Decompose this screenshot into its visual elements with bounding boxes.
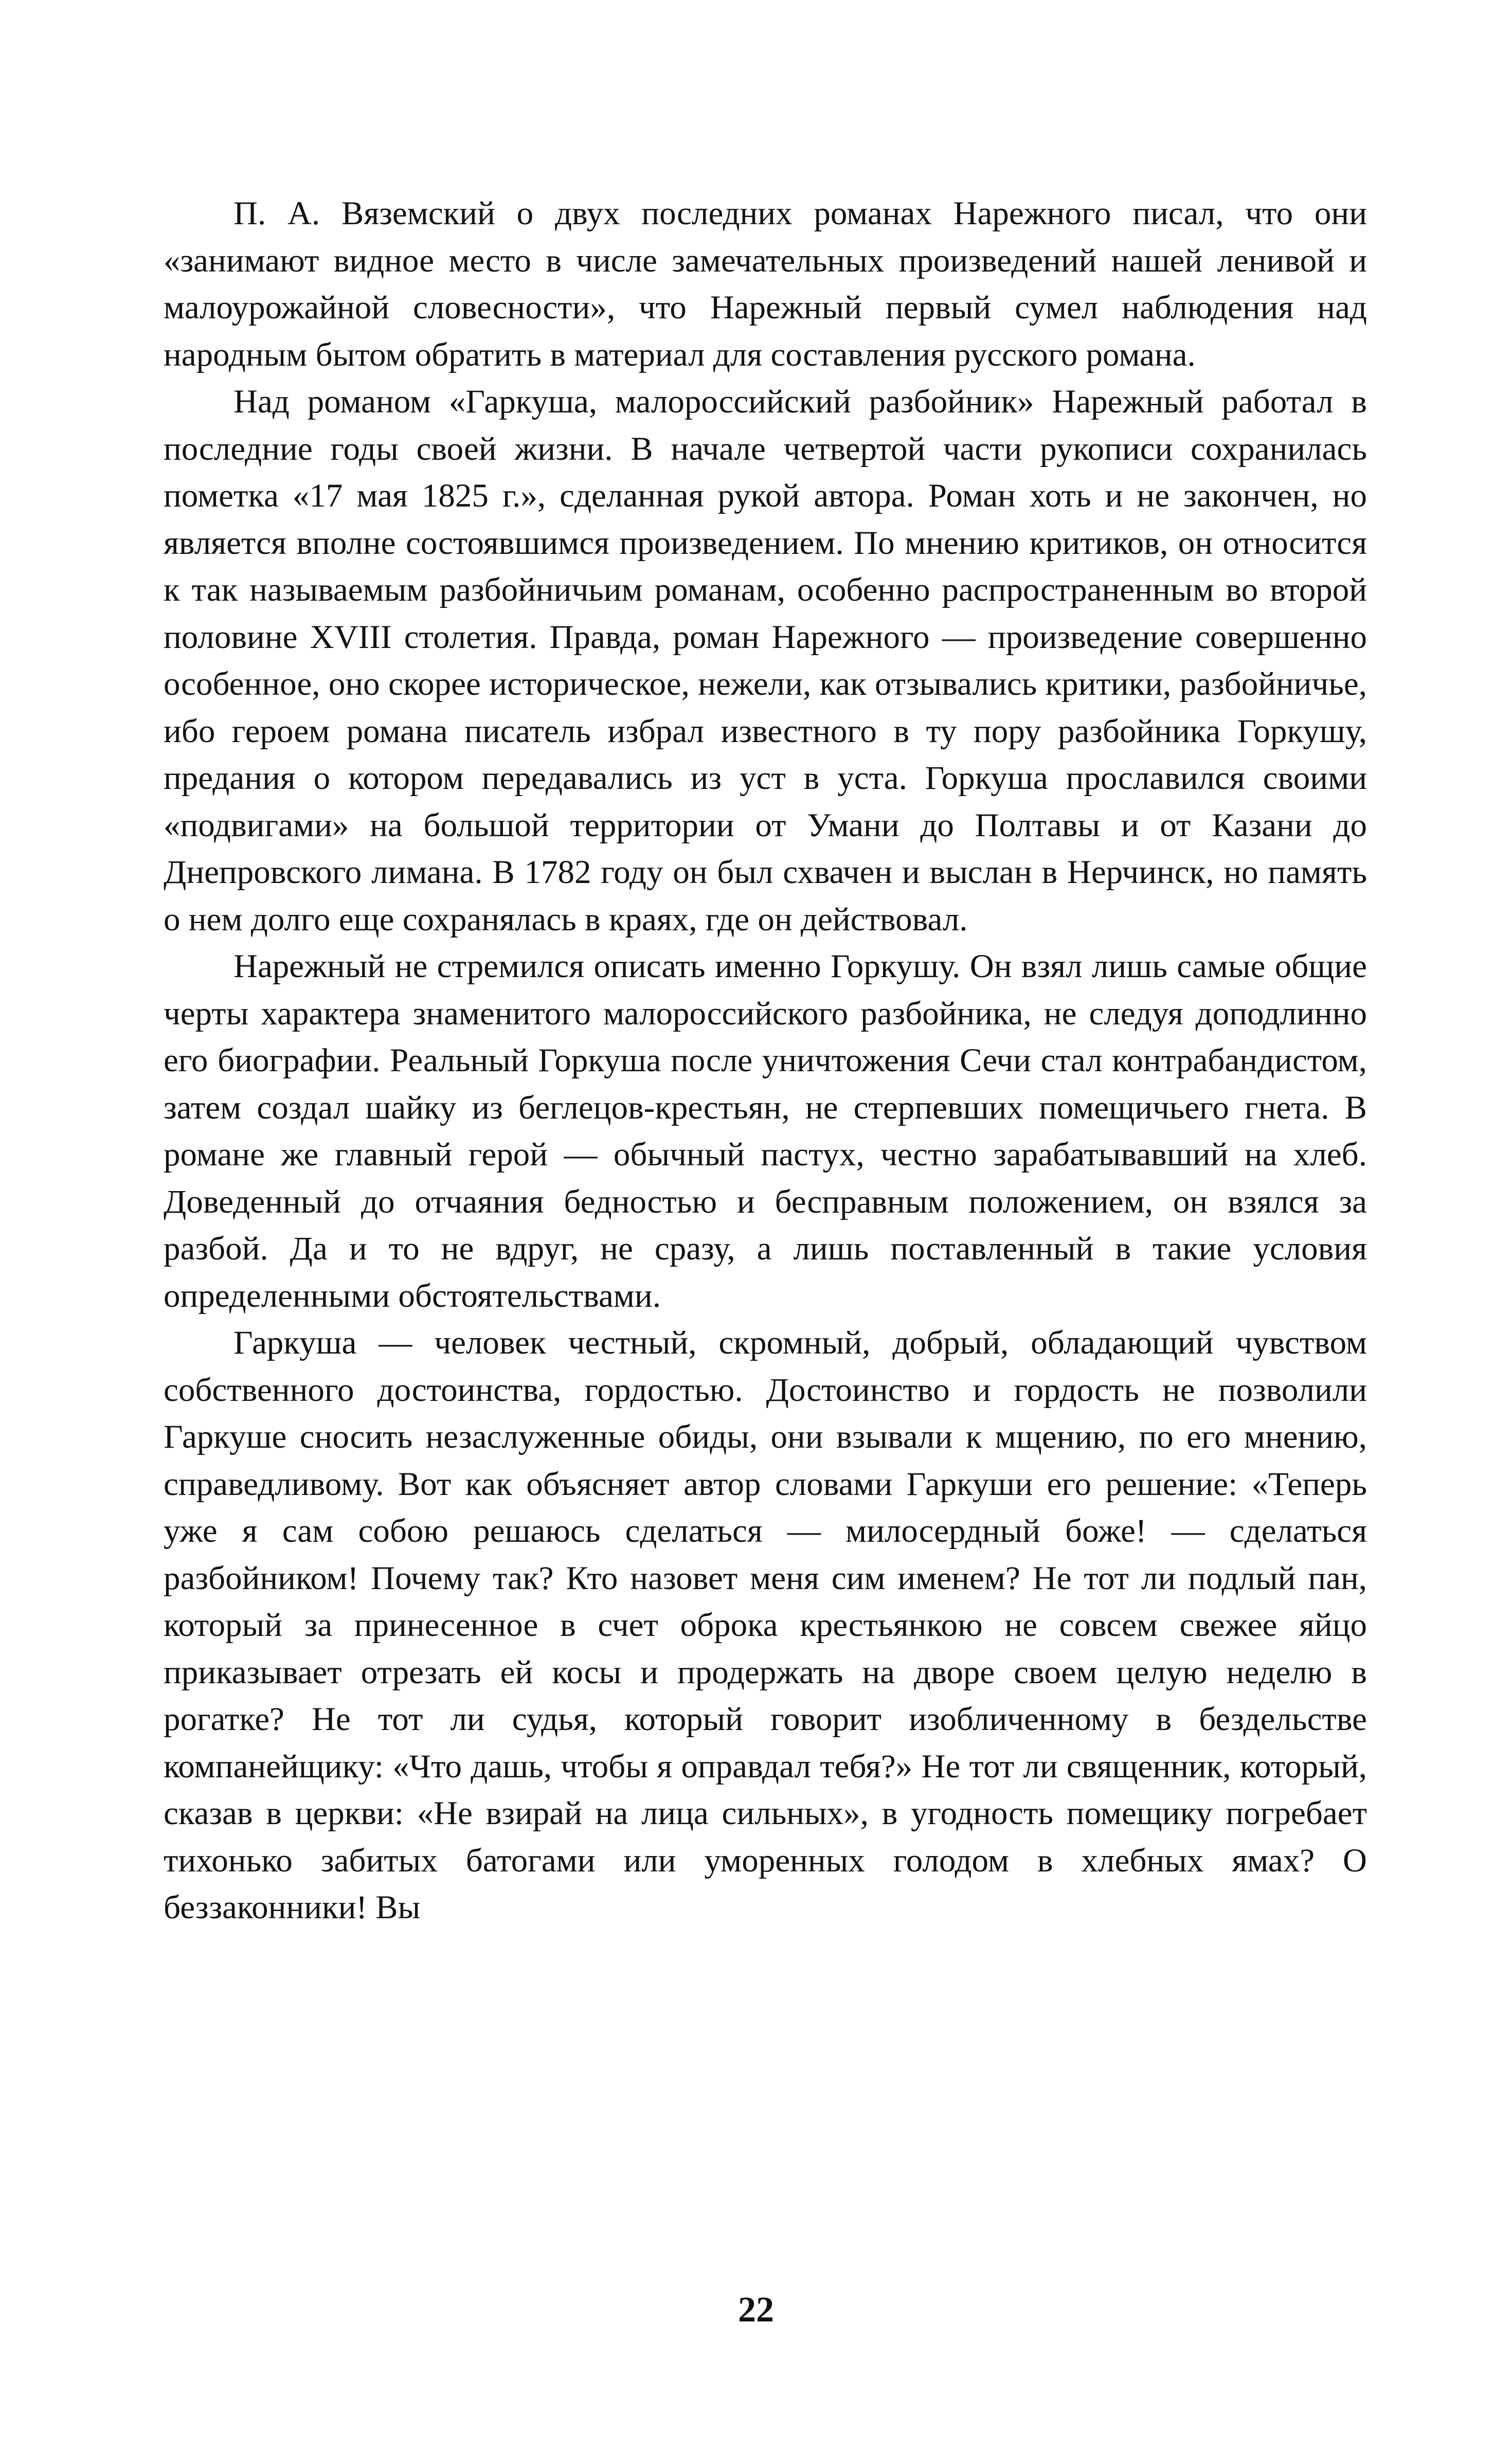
- body-text: [164, 190, 1367, 1932]
- page-number: 22: [738, 2290, 774, 2330]
- paragraph-1: П. А. Вяземский о двух последних романах Нарежного писал, что они «занимают видное место в числе замечательных произведений нашей ленивой и малоурожайной словесности», что Нарежный первый сумел наблюдения над народным бытом обратить в материал для составления русского романа.: [164, 195, 1367, 373]
- paragraph-3: Нарежный не стремился описать именно Горкушу. Он взял лишь самые общие черты характера знаменитого малороссийского разбойника, не следуя доподлинно его биографии. Реальный Горкуша после уничтожения Сечи стал контрабандистом, затем создал шайку из беглецов-крестьян, не стерпевших помещичьего гнета. В романе же главный герой — обычный пастух, честно зарабатывавший на хлеб. Доведенный до отчаяния бедностью и бесправным положением, он взялся за разбой. Да и то не вдруг, не сразу, а лишь поставленный в такие условия определенными обстоятельствами.: [164, 948, 1367, 1314]
- paragraph-2: Над романом «Гаркуша, малороссийский разбойник» Нарежный работал в последние годы своей жизни. В начале четвертой части рукописи сохранилась пометка «17 мая 1825 г.», сделанная рукой автора. Роман хоть и не закончен, но является вполне состоявшимся произведением. По мнению критиков, он относится к так называемым разбойничьим романам, особенно распространенным во второй половине XVIII столетия. Правда, роман Нарежного — произведение совершенно особенное, оно скорее историческое, нежели, как отзывались критики, разбойничье, ибо героем романа писатель избрал известного в ту пору разбойника Горкушу, предания о котором передавались из уст в уста. Горкуша прославился своими «подвигами» на большой территории от Умани до Полтавы и от Казани до Днепровского лимана. В 1782 году он был схвачен и выслан в Нерчинск, но память о нем долго еще сохранялась в краях, где он действовал.: [164, 383, 1367, 938]
- paragraph-4: Гаркуша — человек честный, скромный, добрый, обладающий чувством собственного достоинства, гордостью. Достоинство и гордость не позволили Гаркуше сносить незаслуженные обиды, они взывали к мщению, по его мнению, справедливому. Вот как объясняет автор словами Гаркуши его решение: «Теперь уже я сам собою решаюсь сделаться — милосердный боже! — сделаться разбойником! Почему так? Кто назовет меня сим именем? Не тот ли подлый пан, который за принесенное в счет оброка крестьянкою не совсем свежее яйцо приказывает отрезать ей косы и продержать на дворе своем целую неделю в рогатке? Не тот ли судья, который говорит изобличенному в бездельстве компанейщику: «Что дашь, чтобы я оправдал тебя?» Не тот ли священник, который, сказав в церкви: «Не взирай на лица сильных», в угодность помещику погребает тихонько забитых батогами или уморенных голодом в хлебных ямах? О беззаконники! Вы: [164, 1324, 1367, 1926]
